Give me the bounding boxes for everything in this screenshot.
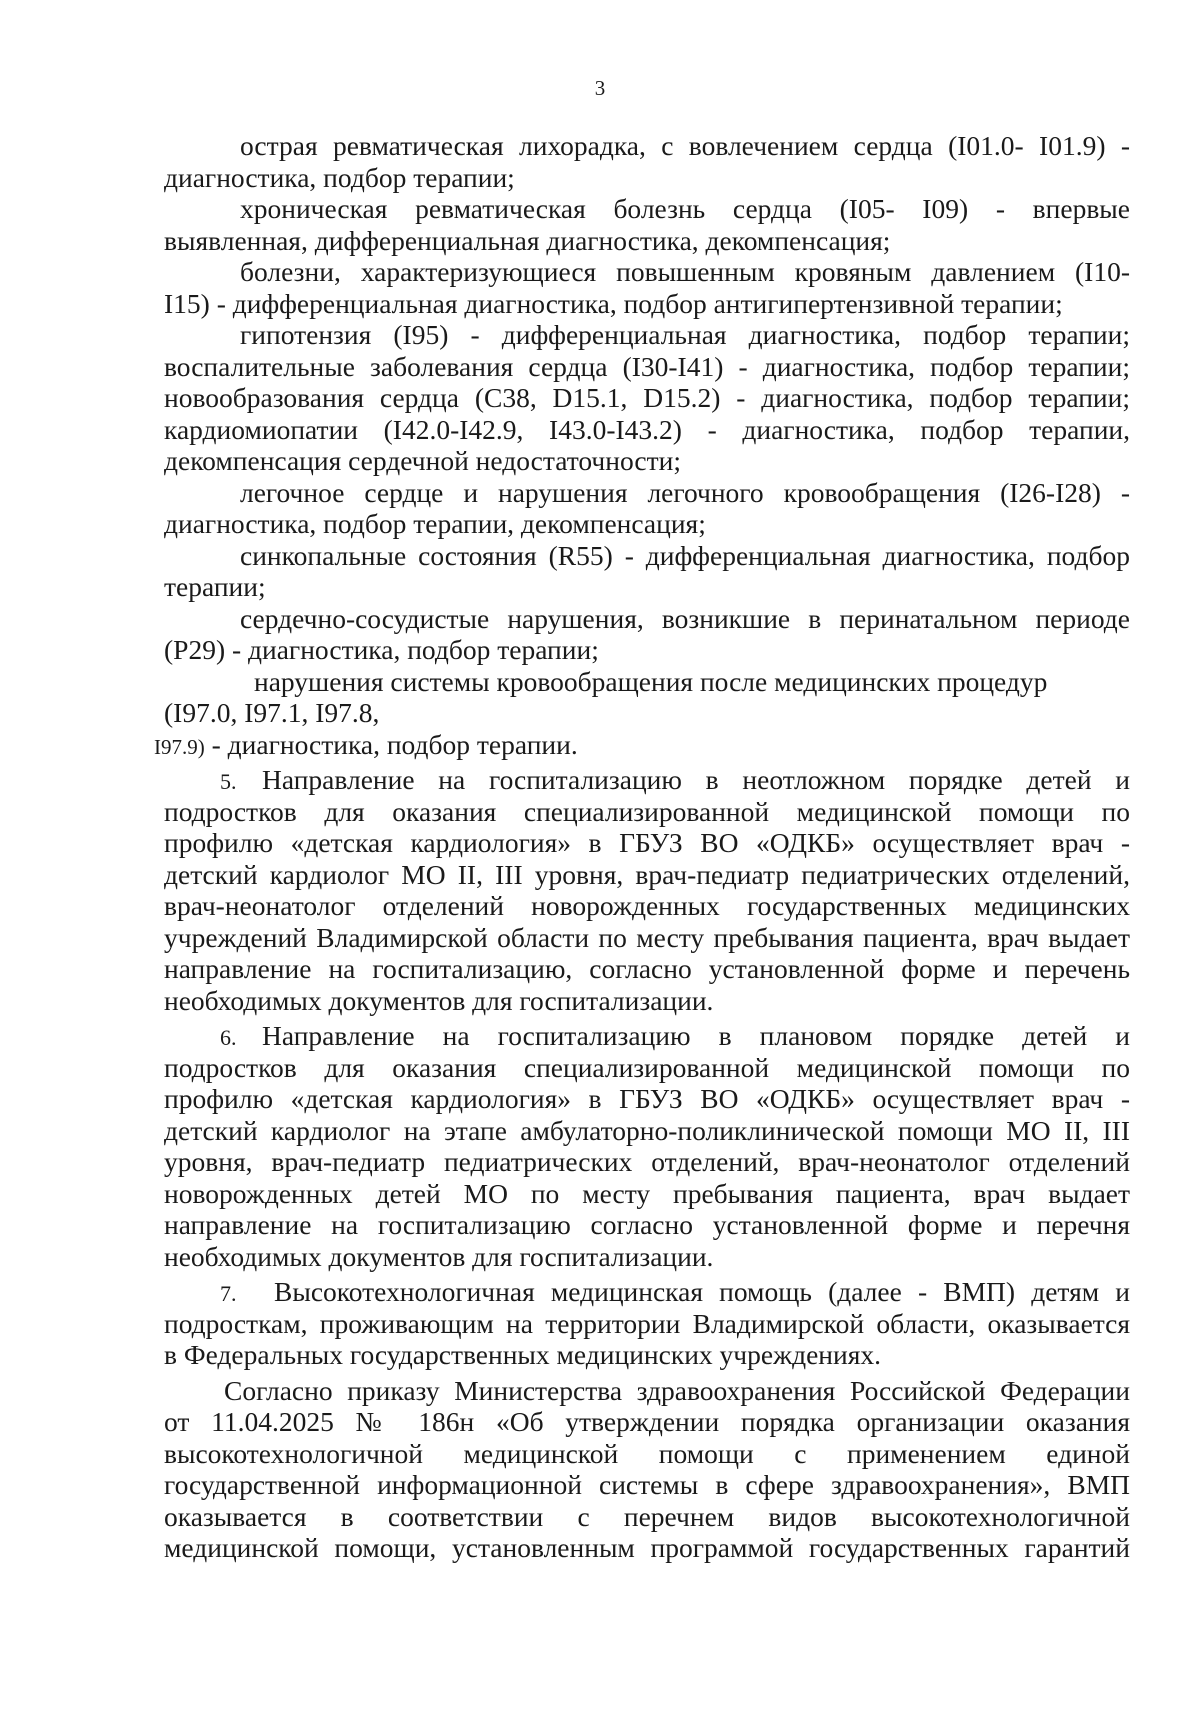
text-line: направление на госпитализацию, согласно установленной форме и перечень bbox=[164, 953, 1130, 984]
text-line: детский кардиолог МО II, III уровня, врач-педиатр педиатрических отделений, bbox=[164, 858, 1130, 890]
text-line: профилю «детская кардиология» в ГБУЗ ВО «ОДКБ» осуществляет врач - bbox=[164, 1083, 1130, 1114]
text-line: оказывается в соответствии с перечнем видов высокотехнологичной bbox=[164, 1500, 1130, 1532]
text-fragment: Направление на госпитализацию в плановом порядке детей и bbox=[262, 1020, 1130, 1051]
text-line: медицинской помощи, установленным программой государственных гарантий bbox=[164, 1532, 1130, 1563]
text-line: высокотехнологичной медицинской помощи с применением единой bbox=[164, 1437, 1130, 1469]
text-line: Согласно приказу Министерства здравоохранения Российской Федерации bbox=[224, 1374, 1130, 1406]
text-line: (P29) - диагностика, подбор терапии; bbox=[164, 634, 599, 665]
text-line: детский кардиолог на этапе амбулаторно-поликлинической помощи МО II, III bbox=[164, 1114, 1130, 1146]
text-line: хроническая ревматическая болезнь сердца (I05- I09) - впервые bbox=[240, 193, 1130, 224]
text-line: необходимых документов для госпитализации. bbox=[164, 1240, 714, 1272]
text-line: декомпенсация сердечной недостаточности; bbox=[164, 445, 681, 476]
paragraph-5-first-line bbox=[164, 764, 1130, 796]
text-line: сердечно-сосудистые нарушения, возникшие в перинатальном периоде bbox=[240, 602, 1130, 634]
text-line: кардиомиопатии (I42.0-I42.9, I43.0-I43.2) - диагностика, подбор терапии, bbox=[164, 413, 1130, 445]
text-line: легочное сердце и нарушения легочного кровообращения (I26-I28) - bbox=[240, 476, 1130, 508]
text-line: подросткам, проживающим на территории Владимирской области, оказывается bbox=[164, 1307, 1130, 1339]
item-number: 5. bbox=[220, 769, 237, 794]
text-line: в Федеральных государственных медицинских учреждениях. bbox=[164, 1339, 881, 1370]
text-line: (I97.0, I97.1, I97.8, bbox=[164, 697, 380, 728]
text-line: учреждений Владимирской области по месту пребывания пациента, врач выдает bbox=[164, 921, 1130, 953]
code-fragment: I97.9) bbox=[154, 734, 205, 759]
text-line: государственной информационной системы в сфере здравоохранения», ВМП bbox=[164, 1469, 1130, 1500]
item-number: 6. bbox=[220, 1025, 237, 1050]
text-line: острая ревматическая лихорадка, с вовлечением сердца (I01.0- I01.9) - bbox=[240, 130, 1130, 161]
text-line: подростков для оказания специализированной медицинской помощи по bbox=[164, 795, 1130, 827]
text-line: диагностика, подбор терапии, декомпенсация; bbox=[164, 508, 706, 539]
text-line: выявленная, дифференциальная диагностика, декомпенсация; bbox=[164, 224, 891, 256]
text-line: новорожденных детей МО по месту пребывания пациента, врач выдает bbox=[164, 1177, 1130, 1209]
text-line: синкопальные состояния (R55) - дифференциальная диагностика, подбор bbox=[240, 539, 1130, 571]
page-number: 3 bbox=[594, 76, 606, 100]
text-fragment: Направление на госпитализацию в неотложном порядке детей и bbox=[262, 764, 1130, 795]
text-line: уровня, врач-педиатр педиатрических отделений, врач-неонатолог отделений bbox=[164, 1146, 1130, 1177]
text-line: от 11.04.2025 № 186н «Об утверждении порядка организации оказания bbox=[164, 1406, 1130, 1437]
text-line: воспалительные заболевания сердца (I30-I41) - диагностика, подбор терапии; bbox=[164, 350, 1130, 382]
paragraph-7-first-line bbox=[164, 1276, 1130, 1308]
text-line: терапии; bbox=[164, 571, 266, 602]
text-line: профилю «детская кардиология» в ГБУЗ ВО «ОДКБ» осуществляет врач - bbox=[164, 827, 1130, 858]
text-line: диагностика, подбор терапии; bbox=[164, 161, 515, 193]
text-line: подростков для оказания специализированной медицинской помощи по bbox=[164, 1051, 1130, 1083]
text-line: гипотензия (I95) - дифференциальная диагностика, подбор терапии; bbox=[240, 319, 1130, 350]
text-line: болезни, характеризующиеся повышенным кровяным давлением (I10- bbox=[240, 256, 1130, 287]
text-line: необходимых документов для госпитализации. bbox=[164, 984, 714, 1016]
text-line: новообразования сердца (C38, D15.1, D15.2) - диагностика, подбор терапии; bbox=[164, 382, 1130, 413]
text-fragment: - диагностика, подбор терапии. bbox=[204, 728, 578, 760]
text-fragment: Высокотехнологичная медицинская помощь (далее - ВМП) детям и bbox=[274, 1276, 1130, 1307]
item-number: 7. bbox=[220, 1281, 237, 1306]
text-line: направление на госпитализацию согласно установленной форме и перечня bbox=[164, 1209, 1130, 1240]
paragraph-6-first-line bbox=[164, 1020, 1130, 1052]
text-line: нарушения системы кровообращения после медицинских процедур bbox=[254, 665, 1048, 697]
document-body bbox=[154, 130, 1130, 1564]
text-line: врач-неонатолог отделений новорожденных государственных медицинских bbox=[164, 890, 1130, 921]
text-line bbox=[154, 729, 1130, 761]
text-line: I15) - дифференциальная диагностика, подбор антигипертензивной терапии; bbox=[164, 287, 1063, 319]
